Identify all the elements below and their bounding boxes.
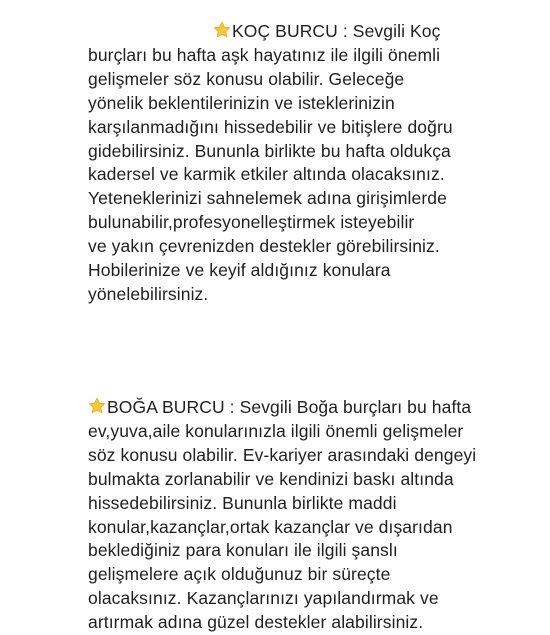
paragraph-line: gelişmeler söz konusu olabilir. Geleceğe [88,68,405,89]
paragraph-line: ve yakın çevrenizden destekler görebilirsiniz. [88,236,440,257]
paragraph-line: hissedebilirsiniz. Bununla birlikte maddi [88,492,397,513]
section-heading-line [88,20,538,44]
koc-burcu-section [88,20,538,307]
paragraph-line: olacaksınız. Kazançlarınızı yapılandırmak ve [88,588,439,609]
paragraph-line: artırmak adına güzel destekler alabilirsiniz. [88,612,424,633]
paragraph-line: bulmakta zorlanabilir ve kendinizi baskı altında [88,468,454,489]
paragraph-line: : Sevgili Koç [337,21,441,41]
section-heading-line [88,396,538,420]
paragraph-line: Hobilerinize ve keyif aldığınız konulara [88,260,391,281]
paragraph-line: Yeteneklerinizi sahnelemek adına girişimlerde [88,188,447,209]
section-title: BOĞA BURCU [107,397,225,417]
paragraph-line: karşılanmadığını hissedebilir ve bitişlere doğru [88,116,453,137]
boga-burcu-section [88,396,538,635]
paragraph-line: yönelebilirsiniz. [88,283,209,304]
paragraph-line: ev,yuva,aile konularınızla ilgili önemli gelişmeler [88,420,464,441]
paragraph-line: beklediğiniz para konuları ile ilgili şanslı [88,540,398,561]
paragraph-line: söz konusu olabilir. Ev-kariyer arasındaki dengeyi [88,444,477,465]
paragraph-line: yönelik beklentilerinizin ve isteklerinizin [88,92,395,113]
paragraph-line: burçları bu hafta aşk hayatınız ile ilgili önemli [88,44,441,65]
paragraph-line: konular,kazançlar,ortak kazançlar ve dışarıdan [88,516,453,537]
paragraph-line: gidebilirsiniz. Bununla birlikte bu hafta oldukça [88,140,451,161]
paragraph-line: kadersel ve karmik etkiler altında olacaksınız. [88,164,445,185]
star-icon [213,21,231,39]
paragraph-line: : Sevgili Boğa burçları bu hafta [224,397,472,417]
section-title: KOÇ BURCU [232,21,338,41]
paragraph-line: bulunabilir,profesyonelleştirmek isteyebilir [88,212,415,233]
star-icon [88,397,106,415]
paragraph-line: gelişmelere açık olduğunuz bir süreçte [88,564,391,585]
